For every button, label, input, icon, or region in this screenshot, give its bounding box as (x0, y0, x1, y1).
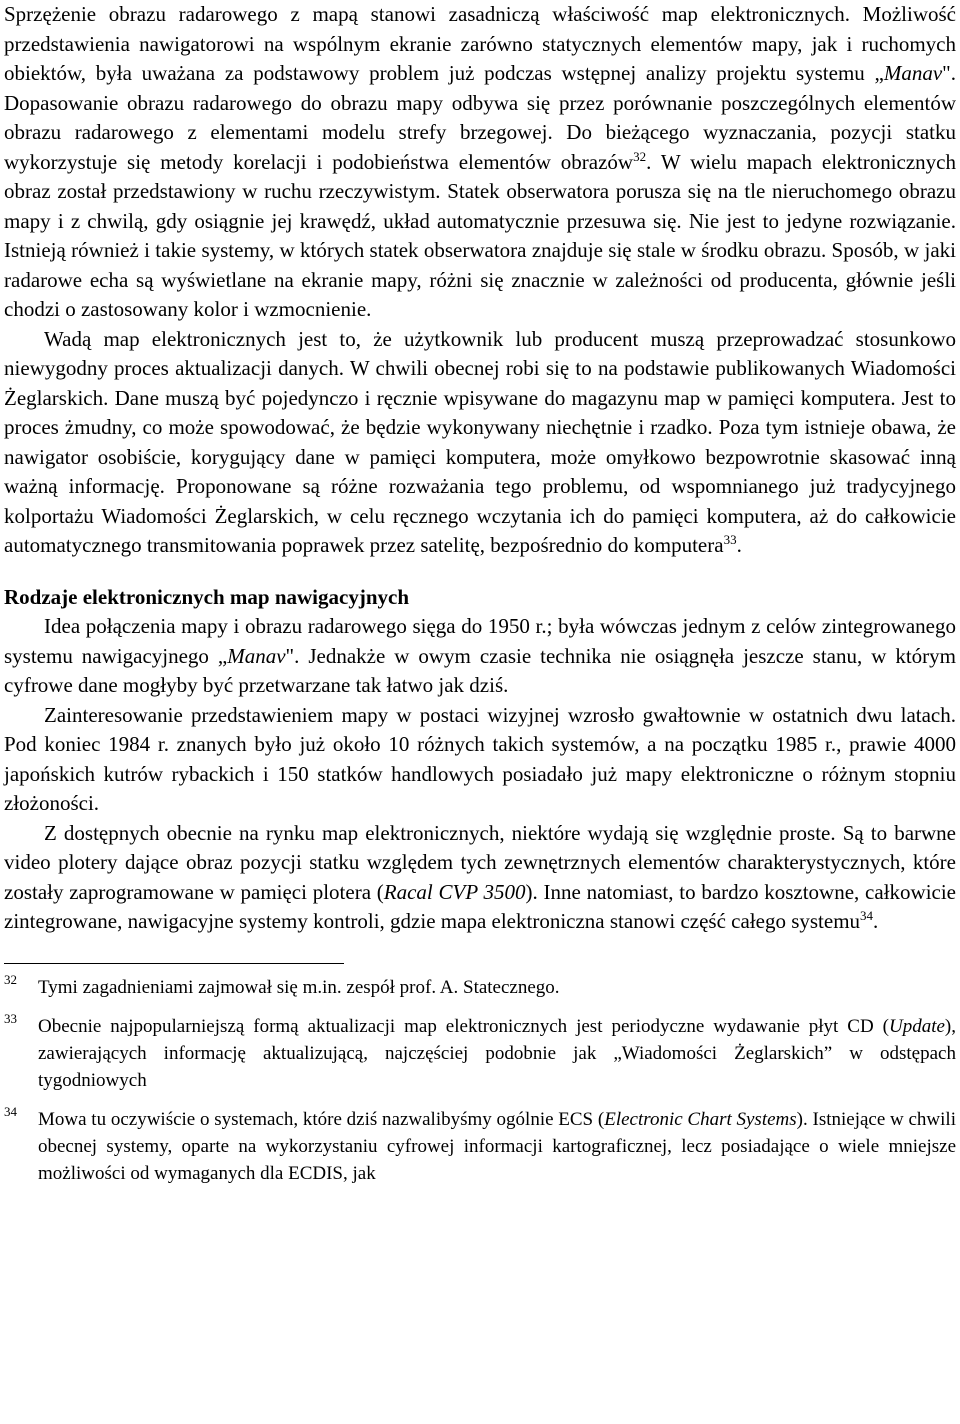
footnote-ref-32: 32 (633, 148, 647, 164)
footnote-33 (4, 1010, 956, 1094)
footnote-italic: Update (888, 1015, 945, 1037)
text-run: . (736, 533, 742, 557)
footnote-text: ), zawierających informację aktualizującą, najczęściej podobnie jak „Wiadomości Żeglarskich” w odstępach tygodniowych (38, 1015, 956, 1091)
footnote-text: Mowa tu oczywiście o systemach, które dziś nazwalibyśmy ogólnie ECS ( (38, 1108, 605, 1130)
text-run: ). Inne natomiast, to bardzo kosztowne, całkowicie zintegrowane, nawigacyjne systemy kontroli, gdzie mapa elektroniczna stanowi część całego systemu (4, 879, 956, 933)
text-run: . (646, 149, 652, 174)
paragraph-radar-map (4, 0, 956, 325)
text-run: . (873, 909, 879, 933)
paragraph-history (4, 612, 956, 701)
footnote-text: Obecnie najpopularniejszą formą aktualizacji map elektronicznych jest periodyczne wydawanie płyt CD ( (38, 1015, 889, 1037)
paragraph-updates (4, 325, 956, 561)
footnote-34 (4, 1103, 956, 1187)
product-name-italic: Racal CVP 3500 (383, 879, 526, 904)
footnote-ref-34: 34 (860, 908, 874, 923)
footnote-italic: Electronic Chart Systems (604, 1108, 797, 1130)
footnote-separator (4, 963, 344, 964)
text-run: Wadą map elektronicznych jest to, że użytkownik lub producent muszą przeprowadzać stosunkowo niewygodny proces aktualizacji danych. W chwili obecnej robi się to na podstawie publikowanych Wiadomości Żeglarskich. Dane muszą być pojedynczo i ręcznie wpisywane do magazynu map w pamięci komputera. Jest to proces żmudny, co może spowodować, że będzie wykonywany niechętnie i rzadko. Poza tym istnieje obawa, że nawigator osobiście, korygujący dane w pamięci komputera, może omyłkowo bezpowrotnie skasować inną ważną informację. Proponowane są różne rozważania tego problemu, od wspomnianego już tradycyjnego kolportażu Wiadomości Żeglarskich, w celu ręcznego wczytania ich do pamięci komputera, aż do całkowicie automatycznego transmitowania poprawek przez satelitę, bezpośrednio do komputera (4, 326, 956, 557)
footnote-ref-33: 33 (723, 532, 737, 547)
footnote-32 (4, 971, 956, 1001)
footnote-text: ). Istniejące w chwili obecnej systemy, oparte na wykorzystaniu cyfrowej informacji kartograficznej, lecz posiadające o wiele mniejsze możliwości od wymaganych dla ECDIS, jak (38, 1108, 956, 1184)
paragraph-interest: Zainteresowanie przedstawieniem mapy w postaci wizyjnej wzrosło gwałtownie w ostatnich dwu latach. Pod koniec 1984 r. znanych było już około 10 różnych takich systemów, a na początku 1985 r., prawie 4000 japońskich kutrów rybackich i 150 statków handlowych posiadało już mapy elektroniczne o różnym stopniu złożoności. (4, 702, 956, 815)
footnote-text: Tymi zagadnieniami zajmował się m.in. zespół prof. A. Statecznego. (38, 976, 560, 998)
text-run: ". Dopasowanie obrazu radarowego do obrazu mapy odbywa się przez porównanie poszczególnych elementów obrazu radarowego z elementami modelu strefy brzegowej. Do bieżącego wyznaczania, pozycji statku wykorzystuje się metody korelacji i podobieństwa elementów obrazów (4, 61, 956, 174)
text-run: W wielu mapach elektronicznych obraz został przedstawiony w ruchu rzeczywistym. Statek obserwatora porusza się na tle nieruchomego obrazu mapy i z chwilą, gdy osiągnie jej krawędź, układ automatycznie przesuwa się. Nie jest to jedyne rozwiązanie. Istnieją również i takie systemy, w których statek obserwatora znajduje się stale w środku obrazu. Sposób, w jaki radarowe echa są wyświetlane na ekranie mapy, różni się znacznie w zależności od producenta, głównie jeśli chodzi o zastosowany kolor i wzmocnienie. (4, 149, 956, 321)
section-heading: Rodzaje elektronicznych map nawigacyjnych (4, 584, 409, 609)
footnotes (4, 971, 956, 1187)
system-name-italic: Manav (227, 643, 286, 668)
text-run: Z dostępnych obecnie na rynku map elektronicznych, niektóre wydają się względnie proste. Są to barwne video plotery dające obraz pozycji statku względem tych zewnętrznych elementów charakterystycznych, które zostały zaprogramowane w pamięci plotera ( (4, 820, 956, 904)
text-run: Idea połączenia mapy i obrazu radarowego sięga do 1950 r.; była wówczas jednym z celów zintegrowanego systemu nawigacyjnego „ (4, 614, 956, 668)
footnote-number: 33 (4, 1010, 17, 1026)
paragraph-available-maps (4, 819, 956, 937)
system-name-italic: Manav (883, 61, 943, 85)
footnote-number: 32 (4, 971, 17, 987)
document-page (4, 0, 956, 1199)
text-run: ". Jednakże w owym czasie technika nie osiągnęła jeszcze stanu, w którym cyfrowe dane mogłyby być przetwarzane tak łatwo jak dziś. (4, 643, 957, 697)
footnote-number: 34 (4, 1103, 17, 1119)
text-run: Sprzężenie obrazu radarowego z mapą stanowi zasadniczą właściwość map elektronicznych. Możliwość przedstawienia nawigatorowi na wspólnym ekranie zarówno statycznych elementów mapy, jak i ruchomych obiektów, była uważana za podstawowy problem już podczas wstępnej analizy projektu systemu „ (4, 2, 956, 85)
